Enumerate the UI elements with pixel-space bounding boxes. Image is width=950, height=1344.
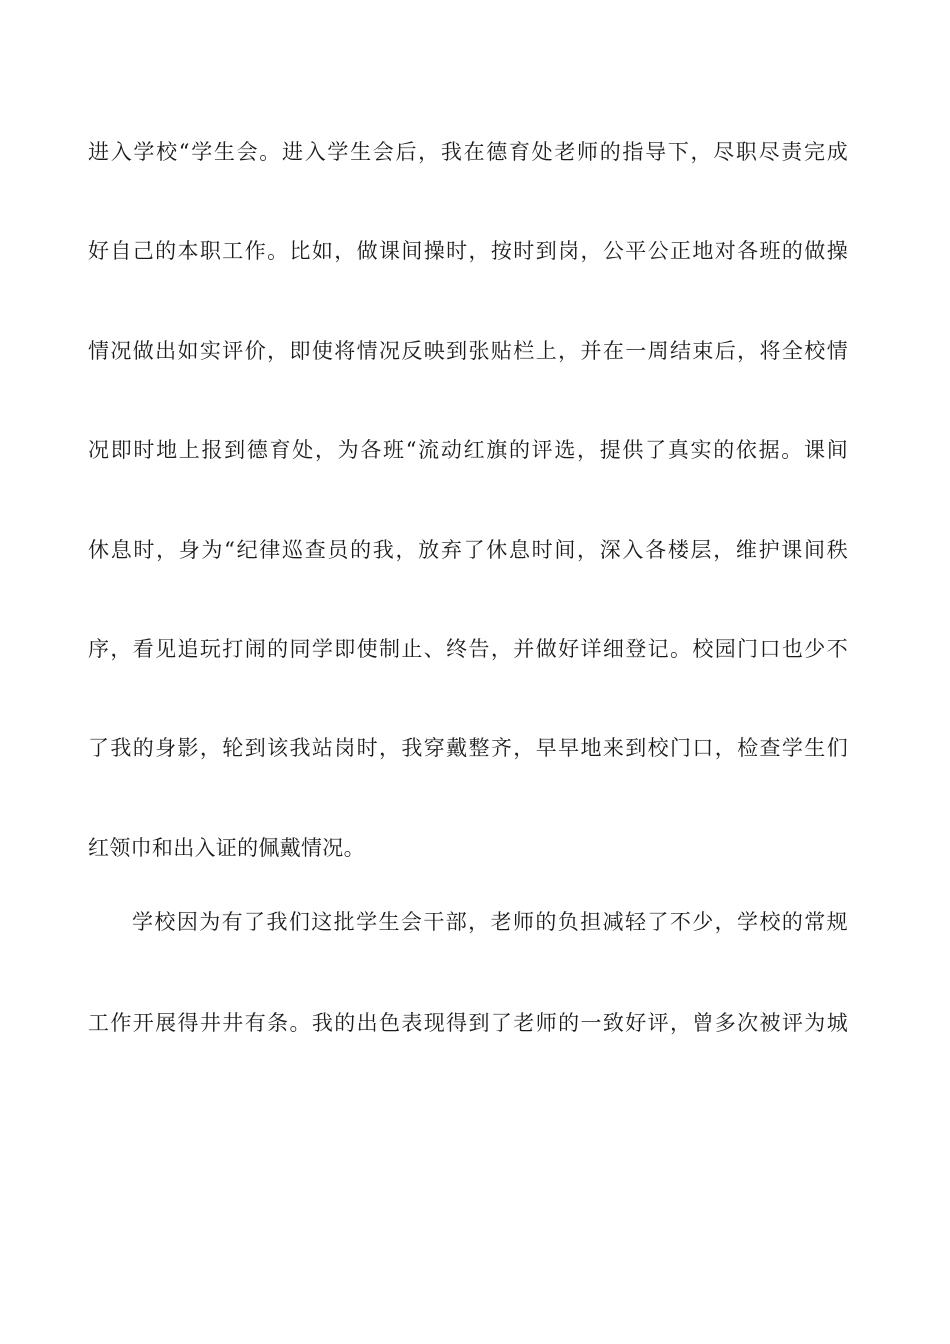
paragraph-line: 进入学校“学生会。进入学生会后，我在德育处老师的指导下，尽职尽责完成: [88, 140, 848, 164]
paragraph-line: 工作开展得井井有条。我的出色表现得到了老师的一致好评，曾多次被评为城: [88, 1011, 848, 1035]
paragraph-line: 了我的身影，轮到该我站岗时，我穿戴整齐，早早地来到校门口，检查学生们: [88, 736, 848, 760]
paragraph-line: 好自己的本职工作。比如，做课间操时，按时到岗，公平公正地对各班的做操: [88, 239, 848, 263]
paragraph-line: 学校因为有了我们这批学生会干部，老师的负担减轻了不少，学校的常规: [132, 910, 848, 934]
paragraph-line: 情况做出如实评价，即使将情况反映到张贴栏上，并在一周结束后，将全校情: [88, 339, 848, 363]
paragraph-line: 况即时地上报到德育处，为各班“流动红旗的评选，提供了真实的依据。课间: [88, 438, 848, 462]
paragraph-line: 红领巾和出入证的佩戴情况。: [88, 836, 365, 860]
paragraph-line: 休息时，身为“纪律巡查员的我，放弃了休息时间，深入各楼层，维护课间秩: [88, 538, 848, 562]
paragraph-line: 序，看见追玩打闹的同学即使制止、终告，并做好详细登记。校园门口也少不: [88, 637, 848, 661]
